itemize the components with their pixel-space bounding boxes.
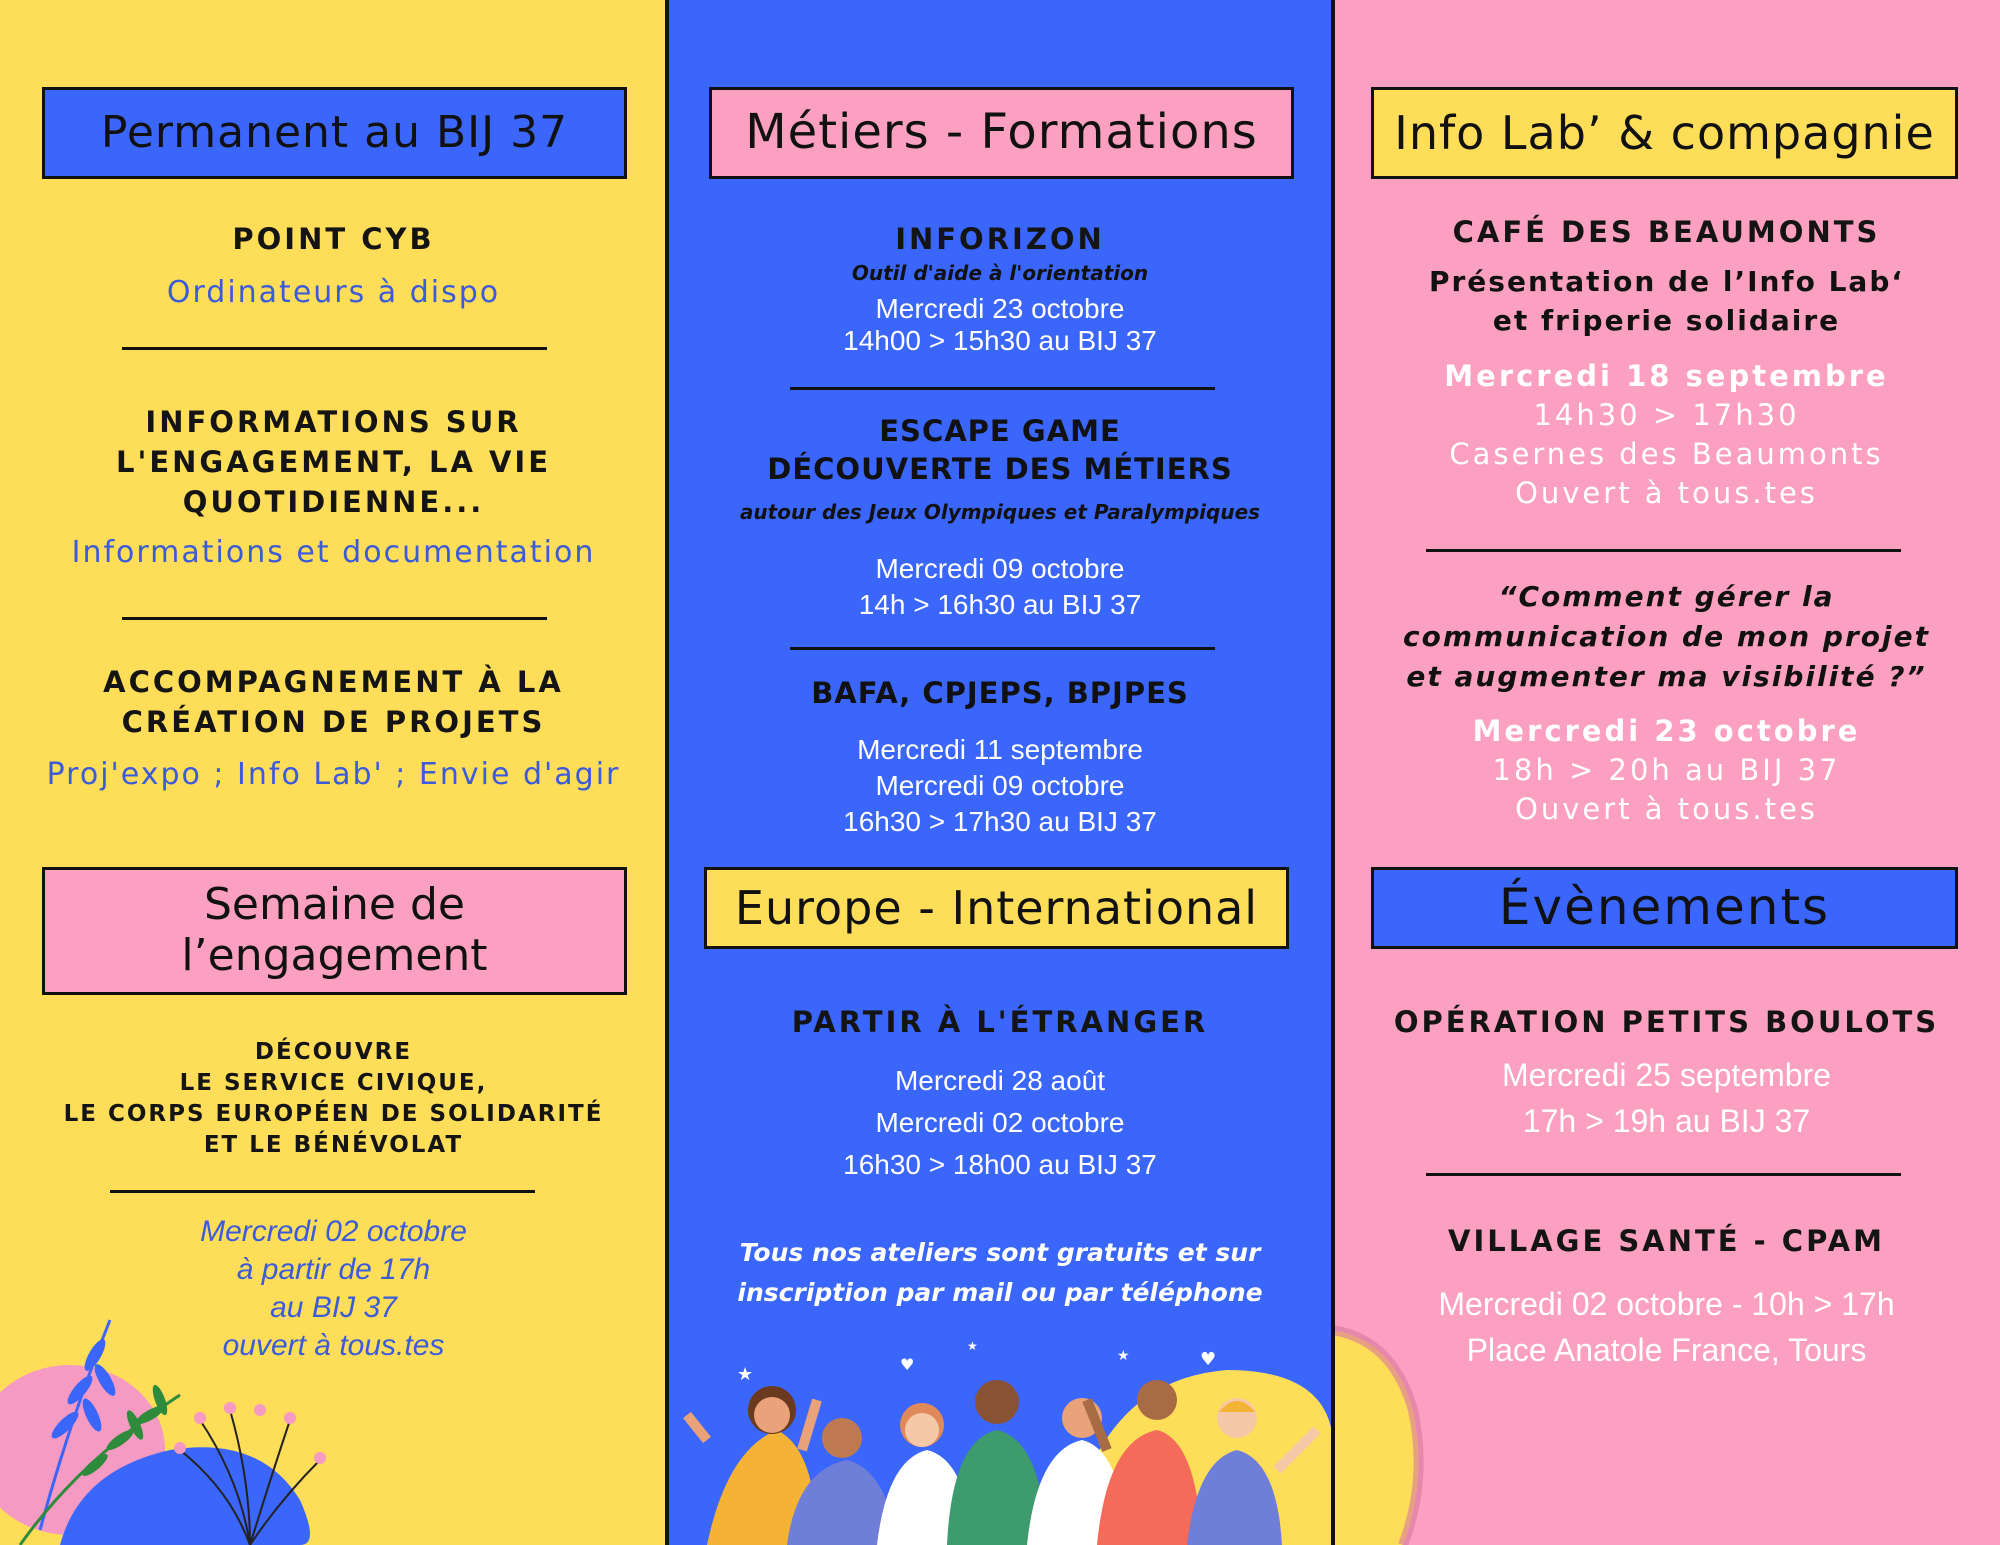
bafa-line: 16h30 > 17h30 au BIJ 37	[843, 806, 1157, 837]
comm-line: 18h > 20h au BIJ 37	[1492, 753, 1841, 787]
comm-question-line: “Comment gérer la	[1498, 580, 1835, 613]
point-cyb-heading: POINT CYB	[232, 222, 435, 256]
cafe-details	[1333, 357, 2000, 513]
evenements-title-box: Évènements	[1371, 867, 1958, 949]
europe-line: 16h30 > 18h00 au BIJ 37	[843, 1149, 1157, 1180]
cafe-date: Mercredi 18 septembre	[1444, 359, 1889, 393]
semaine-date-line: ouvert à tous.tes	[222, 1329, 445, 1362]
semaine-heading-line: ET LE BÉNÉVOLAT	[203, 1132, 464, 1158]
comm-question-line: et augmenter ma visibilité ?”	[1406, 660, 1927, 693]
people-illustration	[667, 1320, 1333, 1545]
semaine-date-line: à partir de 17h	[236, 1253, 431, 1286]
bafa-line: Mercredi 09 octobre	[875, 770, 1125, 801]
metiers-title-box: Métiers - Formations	[709, 87, 1294, 179]
europe-note-line: inscription par mail ou par téléphone	[737, 1278, 1263, 1307]
europe-line: Mercredi 28 août	[894, 1065, 1106, 1096]
left-column	[0, 0, 667, 1545]
europe-note	[667, 1233, 1333, 1313]
escape-heading	[667, 412, 1333, 488]
europe-note-line: Tous nos ateliers sont gratuits et sur	[739, 1238, 1261, 1267]
accomp-text: Proj'expo ; Info Lab' ; Envie d'agir	[46, 757, 621, 792]
semaine-date-line: Mercredi 02 octobre	[200, 1215, 467, 1248]
inforizon-line: 14h00 > 15h30 au BIJ 37	[843, 325, 1157, 356]
accomp-heading	[0, 662, 667, 742]
village-line: Mercredi 02 octobre - 10h > 17h	[1438, 1286, 1895, 1322]
cafe-line: 14h30 > 17h30	[1533, 398, 1800, 432]
escape-heading-line: ESCAPE GAME	[879, 414, 1121, 448]
escape-line: Mercredi 09 octobre	[875, 553, 1125, 584]
inforizon-sub: Outil d'aide à l'orientation	[851, 261, 1149, 285]
escape-line: 14h > 16h30 au BIJ 37	[858, 589, 1142, 620]
svg-text:★: ★	[967, 1339, 978, 1353]
escape-sub: autour des Jeux Olympiques et Paralympiques	[739, 500, 1261, 524]
comm-date: Mercredi 23 octobre	[1472, 714, 1861, 748]
info-text: Informations et documentation	[71, 535, 596, 570]
accomp-heading-line: CRÉATION DE PROJETS	[121, 705, 546, 739]
op-details	[1333, 1052, 2000, 1144]
divider	[790, 387, 1215, 390]
inforizon-heading: INFORIZON	[895, 222, 1105, 256]
info-heading-line: L'ENGAGEMENT, LA VIE	[115, 445, 552, 479]
column-divider	[665, 0, 669, 1545]
cafe-sub	[1333, 262, 2000, 340]
europe-times	[667, 1060, 1333, 1186]
semaine-heading-line: LE SERVICE CIVIQUE,	[179, 1070, 488, 1096]
semaine-title-box	[42, 867, 627, 995]
info-heading-line: INFORMATIONS SUR	[145, 405, 522, 439]
permanent-title-box: Permanent au BIJ 37	[42, 87, 627, 179]
comm-line: Ouvert à tous.tes	[1515, 792, 1818, 826]
divider	[1426, 1173, 1901, 1176]
escape-times	[667, 551, 1333, 623]
op-line: 17h > 19h au BIJ 37	[1522, 1103, 1811, 1139]
plant-illustration	[0, 1300, 360, 1545]
svg-text:★: ★	[737, 1364, 754, 1385]
svg-text:★: ★	[1117, 1348, 1130, 1364]
bafa-heading: BAFA, CPJEPS, BPJPES	[811, 676, 1189, 710]
bafa-line: Mercredi 11 septembre	[857, 734, 1143, 765]
semaine-date-line: au BIJ 37	[270, 1291, 397, 1324]
inforizon-line: Mercredi 23 octobre	[875, 293, 1125, 324]
divider	[110, 1190, 535, 1193]
comm-question	[1333, 577, 2000, 697]
info-heading	[0, 402, 667, 522]
cafe-sub-line: et friperie solidaire	[1492, 304, 1841, 337]
comm-details	[1333, 712, 2000, 829]
europe-title-box: Europe - International	[704, 867, 1289, 949]
divider	[122, 617, 547, 620]
village-heading: VILLAGE SANTÉ - CPAM	[1448, 1224, 1885, 1258]
europe-heading: PARTIR À L'ÉTRANGER	[791, 1005, 1209, 1039]
middle-column	[667, 0, 1333, 1545]
village-line: Place Anatole France, Tours	[1466, 1332, 1867, 1368]
op-line: Mercredi 25 septembre	[1501, 1057, 1832, 1093]
cafe-heading: CAFÉ DES BEAUMONTS	[1452, 215, 1881, 249]
escape-heading-line: DÉCOUVERTE DES MÉTIERS	[767, 452, 1233, 486]
cafe-sub-line: Présentation de l’Info Lab‘	[1428, 265, 1905, 298]
divider	[122, 347, 547, 350]
semaine-heading-line: DÉCOUVRE	[254, 1039, 413, 1065]
blob-decoration	[1333, 1320, 1533, 1545]
europe-line: Mercredi 02 octobre	[875, 1107, 1125, 1138]
right-column	[1333, 0, 2000, 1545]
cafe-line: Ouvert à tous.tes	[1515, 476, 1818, 510]
info-heading-line: QUOTIDIENNE...	[182, 485, 485, 519]
semaine-title-line: l’engagement	[181, 930, 488, 981]
cafe-line: Casernes des Beaumonts	[1449, 437, 1884, 471]
inforizon-times	[667, 293, 1333, 357]
semaine-title-line: Semaine de	[204, 879, 465, 931]
bafa-times	[667, 732, 1333, 840]
svg-text:♥: ♥	[1200, 1349, 1217, 1370]
point-cyb-text: Ordinateurs à dispo	[166, 275, 501, 310]
comm-question-line: communication de mon projet	[1403, 620, 1930, 653]
divider	[790, 647, 1215, 650]
infolab-title-box: Info Lab’ & compagnie	[1371, 87, 1958, 179]
divider	[1426, 549, 1901, 552]
semaine-heading-line: LE CORPS EUROPÉEN DE SOLIDARITÉ	[63, 1101, 604, 1127]
column-divider	[1331, 0, 1335, 1545]
semaine-heading	[0, 1037, 667, 1161]
accomp-heading-line: ACCOMPAGNEMENT À LA	[103, 665, 564, 699]
op-heading: OPÉRATION PETITS BOULOTS	[1393, 1005, 1940, 1039]
svg-text:♥: ♥	[900, 1355, 915, 1374]
